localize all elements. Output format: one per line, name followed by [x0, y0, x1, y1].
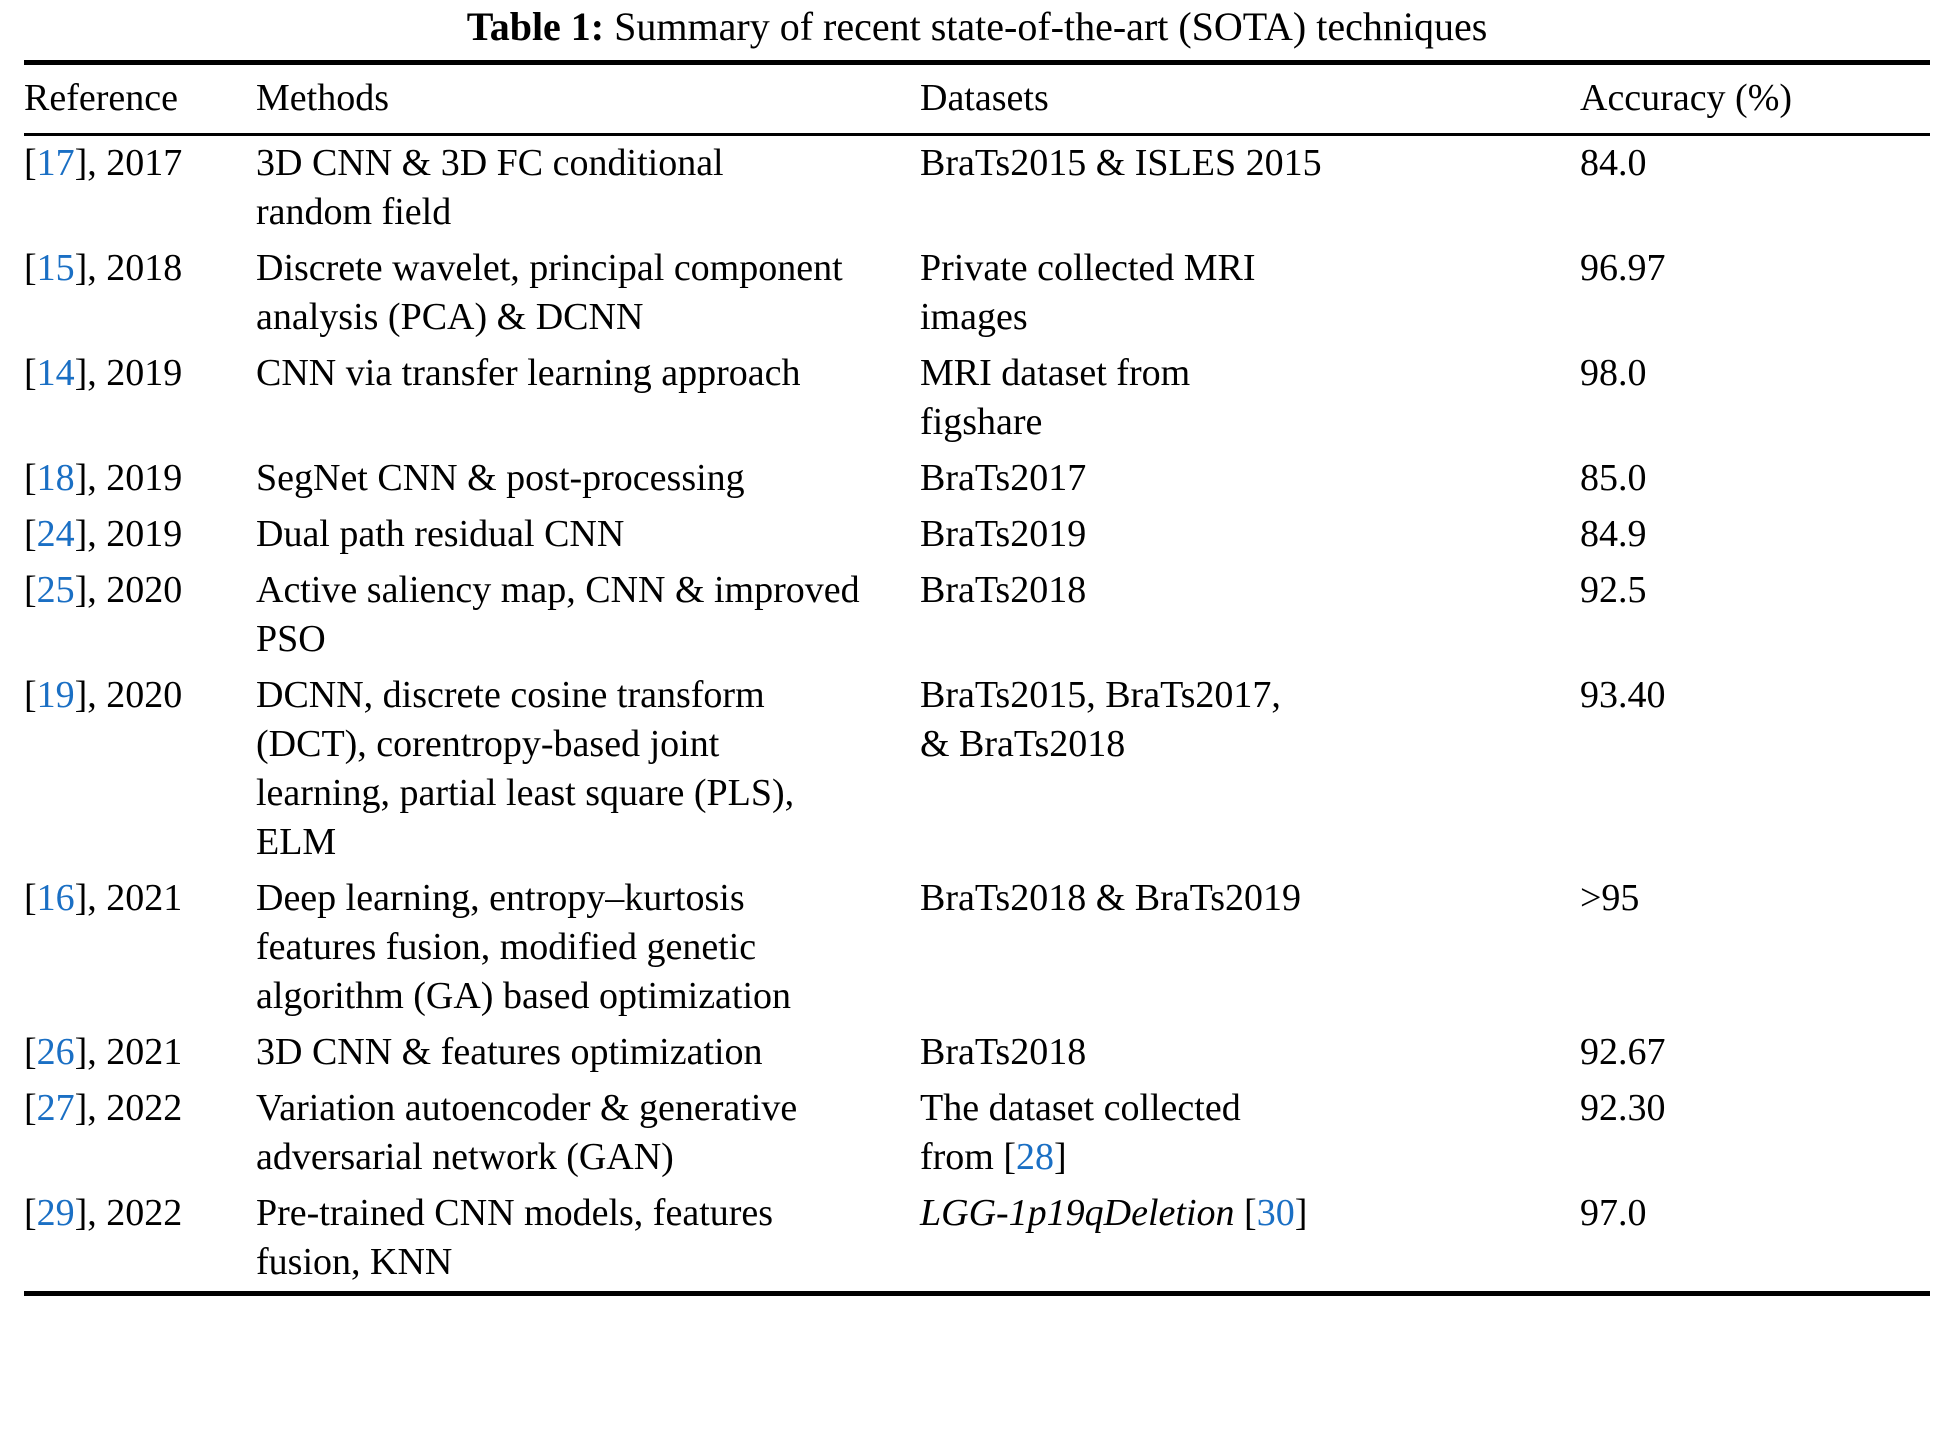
methods-line: analysis (PCA) & DCNN	[256, 296, 644, 338]
table-row	[24, 668, 1930, 871]
cell-reference: [18], 2019	[24, 457, 183, 499]
methods-line: Discrete wavelet, principal component	[256, 247, 843, 289]
cell-datasets	[920, 241, 1580, 346]
cell-accuracy: >95	[1580, 877, 1640, 919]
table-header-row	[24, 63, 1930, 135]
reference-link[interactable]: 15	[36, 247, 75, 289]
sota-summary-table	[24, 60, 1930, 1296]
cell-methods	[256, 1186, 920, 1294]
methods-line: PSO	[256, 618, 326, 660]
cell-datasets	[920, 507, 1580, 563]
column-header-methods: Methods	[256, 77, 389, 119]
table-header	[24, 63, 1930, 135]
table-row	[24, 241, 1930, 346]
reference-year: ], 2020	[74, 569, 183, 611]
reference-year: ], 2019	[74, 352, 183, 394]
reference-link[interactable]: 29	[36, 1192, 75, 1234]
table-row	[24, 1025, 1930, 1081]
cell-reference: [17], 2017	[24, 142, 183, 184]
methods-line: 3D CNN & features optimization	[256, 1031, 763, 1073]
cell-methods	[256, 871, 920, 1025]
reference-year: ], 2022	[74, 1192, 183, 1234]
reference-link[interactable]: 27	[36, 1087, 75, 1129]
datasets-line: BraTs2018 & BraTs2019	[920, 877, 1301, 919]
datasets-line: figshare	[920, 401, 1043, 443]
column-header-accuracy: Accuracy (%)	[1580, 77, 1793, 119]
reference-year: ], 2018	[74, 247, 183, 289]
datasets-line: LGG-1p19qDeletion [30]	[920, 1192, 1308, 1234]
dataset-name-italic: LGG-1p19qDeletion	[920, 1192, 1235, 1234]
table-row	[24, 135, 1930, 242]
methods-line: Variation autoencoder & generative	[256, 1087, 798, 1129]
datasets-line: BraTs2017	[920, 457, 1087, 499]
reference-link[interactable]: 24	[36, 513, 75, 555]
cell-reference: [26], 2021	[24, 1031, 183, 1073]
reference-link[interactable]: 14	[36, 352, 75, 394]
reference-link[interactable]: 26	[36, 1031, 75, 1073]
reference-link[interactable]: 18	[36, 457, 75, 499]
methods-line: random field	[256, 191, 452, 233]
cell-methods	[256, 1081, 920, 1186]
methods-line: Active saliency map, CNN & improved	[256, 569, 860, 611]
cell-accuracy: 85.0	[1580, 457, 1647, 499]
cell-accuracy: 92.5	[1580, 569, 1647, 611]
datasets-line: Private collected MRI	[920, 247, 1256, 289]
cell-accuracy: 97.0	[1580, 1192, 1647, 1234]
reference-year: ], 2019	[74, 513, 183, 555]
datasets-line: images	[920, 296, 1028, 338]
table-row	[24, 1081, 1930, 1186]
methods-line: SegNet CNN & post-processing	[256, 457, 745, 499]
datasets-line: from [28]	[920, 1136, 1067, 1178]
column-header-reference: Reference	[24, 77, 178, 119]
table-row	[24, 563, 1930, 668]
cell-reference: [19], 2020	[24, 674, 183, 716]
reference-year: ], 2019	[74, 457, 183, 499]
datasets-line: BraTs2019	[920, 513, 1087, 555]
methods-line: (DCT), corentropy-based joint	[256, 723, 720, 765]
methods-line: learning, partial least square (PLS),	[256, 772, 795, 814]
reference-link[interactable]: 25	[36, 569, 75, 611]
cell-datasets	[920, 1081, 1580, 1186]
cell-datasets	[920, 871, 1580, 1025]
datasets-line: BraTs2018	[920, 1031, 1087, 1073]
methods-line: CNN via transfer learning approach	[256, 352, 801, 394]
caption-label: Table 1:	[466, 4, 605, 49]
cell-accuracy: 92.30	[1580, 1087, 1666, 1129]
reference-year: ], 2022	[74, 1087, 183, 1129]
methods-line: features fusion, modified genetic	[256, 926, 757, 968]
cell-methods	[256, 346, 920, 451]
reference-year: ], 2021	[74, 877, 183, 919]
table-row	[24, 346, 1930, 451]
reference-link[interactable]: 28	[1016, 1136, 1055, 1178]
cell-reference: [29], 2022	[24, 1192, 183, 1234]
reference-year: ], 2020	[74, 674, 183, 716]
cell-methods	[256, 451, 920, 507]
cell-accuracy: 93.40	[1580, 674, 1666, 716]
caption-text: Summary of recent state-of-the-art (SOTA) techniques	[614, 4, 1488, 49]
datasets-line: The dataset collected	[920, 1087, 1241, 1129]
methods-line: Deep learning, entropy–kurtosis	[256, 877, 745, 919]
table-caption	[24, 0, 1930, 60]
cell-methods	[256, 241, 920, 346]
cell-methods	[256, 1025, 920, 1081]
cell-datasets	[920, 563, 1580, 668]
cell-methods	[256, 135, 920, 242]
cell-reference: [24], 2019	[24, 513, 183, 555]
cell-datasets	[920, 1186, 1580, 1294]
cell-datasets	[920, 135, 1580, 242]
methods-line: fusion, KNN	[256, 1241, 453, 1283]
table-row	[24, 1186, 1930, 1294]
cell-datasets	[920, 668, 1580, 871]
cell-accuracy: 84.9	[1580, 513, 1647, 555]
reference-year: ], 2021	[74, 1031, 183, 1073]
cell-methods	[256, 507, 920, 563]
cell-datasets	[920, 451, 1580, 507]
reference-year: ], 2017	[74, 142, 183, 184]
cell-accuracy: 98.0	[1580, 352, 1647, 394]
cell-methods	[256, 668, 920, 871]
datasets-line: BraTs2015, BraTs2017,	[920, 674, 1281, 716]
reference-link[interactable]: 17	[36, 142, 75, 184]
cell-reference: [25], 2020	[24, 569, 183, 611]
methods-line: algorithm (GA) based optimization	[256, 975, 792, 1017]
methods-line: 3D CNN & 3D FC conditional	[256, 142, 724, 184]
methods-line: adversarial network (GAN)	[256, 1136, 674, 1178]
cell-reference: [27], 2022	[24, 1087, 183, 1129]
cell-methods	[256, 563, 920, 668]
table-row	[24, 871, 1930, 1025]
table-row	[24, 451, 1930, 507]
cell-reference: [14], 2019	[24, 352, 183, 394]
datasets-line: & BraTs2018	[920, 723, 1126, 765]
cell-accuracy: 92.67	[1580, 1031, 1666, 1073]
column-header-datasets: Datasets	[920, 77, 1049, 119]
cell-reference: [15], 2018	[24, 247, 183, 289]
reference-link[interactable]: 19	[36, 674, 75, 716]
table-body	[24, 135, 1930, 1294]
datasets-line: BraTs2015 & ISLES 2015	[920, 142, 1322, 184]
cell-accuracy: 96.97	[1580, 247, 1666, 289]
table-row	[24, 507, 1930, 563]
datasets-line: BraTs2018	[920, 569, 1087, 611]
reference-link[interactable]: 16	[36, 877, 75, 919]
reference-link[interactable]: 30	[1256, 1192, 1295, 1234]
cell-datasets	[920, 1025, 1580, 1081]
cell-accuracy: 84.0	[1580, 142, 1647, 184]
datasets-line: MRI dataset from	[920, 352, 1191, 394]
methods-line: ELM	[256, 821, 337, 863]
cell-datasets	[920, 346, 1580, 451]
methods-line: DCNN, discrete cosine transform	[256, 674, 765, 716]
cell-reference: [16], 2021	[24, 877, 183, 919]
methods-line: Pre-trained CNN models, features	[256, 1192, 774, 1234]
methods-line: Dual path residual CNN	[256, 513, 625, 555]
